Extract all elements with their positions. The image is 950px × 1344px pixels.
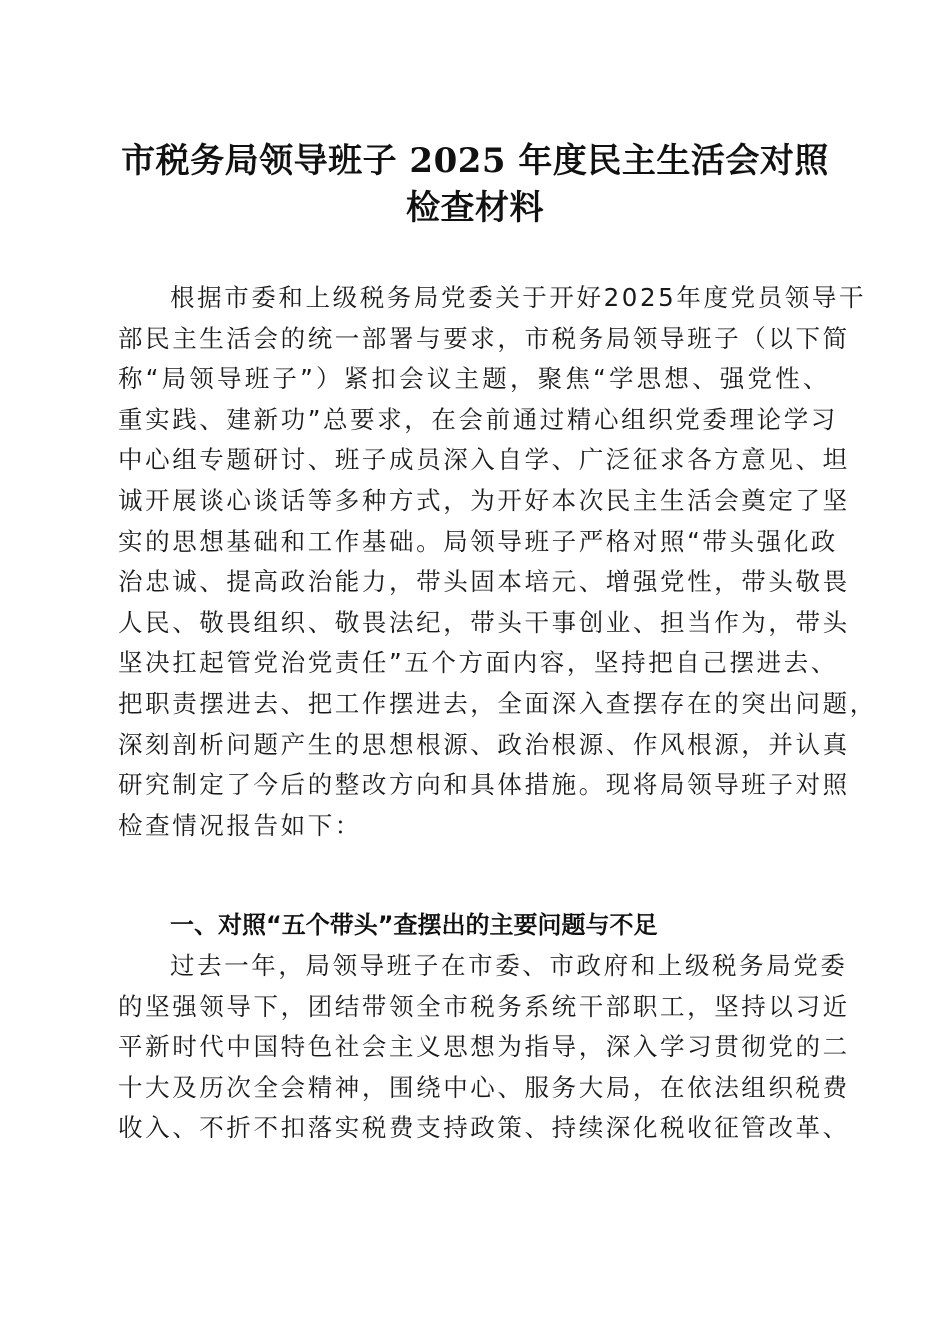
paragraph-line: 称“局领导班子”）紧扣会议主题，聚焦“学思想、强党性、: [118, 364, 830, 394]
paragraph-line: 根据市委和上级税务局党委关于开好2025年度党员领导干: [170, 283, 867, 312]
paragraph-line: 十大及历次全会精神，围绕中心、服务大局，在依法组织税费: [118, 1072, 850, 1102]
paragraph-line: 检查情况报告如下：: [118, 810, 362, 840]
section-heading: 一、对照“五个带头”查摆出的主要问题与不足: [170, 911, 658, 939]
paragraph-line: 重实践、建新功”总要求，在会前通过精心组织党委理论学习: [118, 404, 838, 434]
paragraph-line: 收入、不折不扣落实税费支持政策、持续深化税收征管改革、: [118, 1113, 850, 1143]
paragraph-section1: [118, 946, 850, 1149]
paragraph-line: 实的思想基础和工作基础。局领导班子严格对照“带头强化政: [118, 526, 838, 556]
paragraph-line: 过去一年，局领导班子在市委、市政府和上级税务局党委: [170, 951, 848, 980]
paragraph-line: 坚决扛起管党治党责任”五个方面内容，坚持把自己摆进去、: [118, 648, 838, 678]
paragraph-line: 部民主生活会的统一部署与要求，市税务局领导班子（以下简: [118, 323, 850, 353]
paragraph-line: 平新时代中国特色社会主义思想为指导，深入学习贯彻党的二: [118, 1032, 850, 1062]
paragraph-line: 的坚强领导下，团结带领全市税务系统干部职工，坚持以习近: [118, 991, 850, 1021]
title-line-2: 检查材料: [406, 188, 544, 228]
paragraph-line: 诚开展谈心谈话等多种方式，为开好本次民主生活会奠定了坚: [118, 485, 850, 515]
paragraph-line: 治忠诚、提高政治能力，带头固本培元、增强党性，带头敬畏: [118, 567, 850, 597]
title-line-1: 市税务局领导班子 2025 年度民主生活会对照: [121, 141, 829, 181]
document-title: [100, 138, 850, 232]
paragraph-line: 研究制定了今后的整改方向和具体措施。现将局领导班子对照: [118, 770, 850, 800]
paragraph-line: 人民、敬畏组织、敬畏法纪，带头干事创业、担当作为，带头: [118, 607, 850, 637]
paragraph-intro: [118, 278, 877, 846]
paragraph-line: 把职责摆进去、把工作摆进去，全面深入查摆存在的突出问题，: [118, 688, 877, 718]
paragraph-line: 中心组专题研讨、班子成员深入自学、广泛征求各方意见、坦: [118, 445, 850, 475]
paragraph-line: 深刻剖析问题产生的思想根源、政治根源、作风根源，并认真: [118, 729, 850, 759]
